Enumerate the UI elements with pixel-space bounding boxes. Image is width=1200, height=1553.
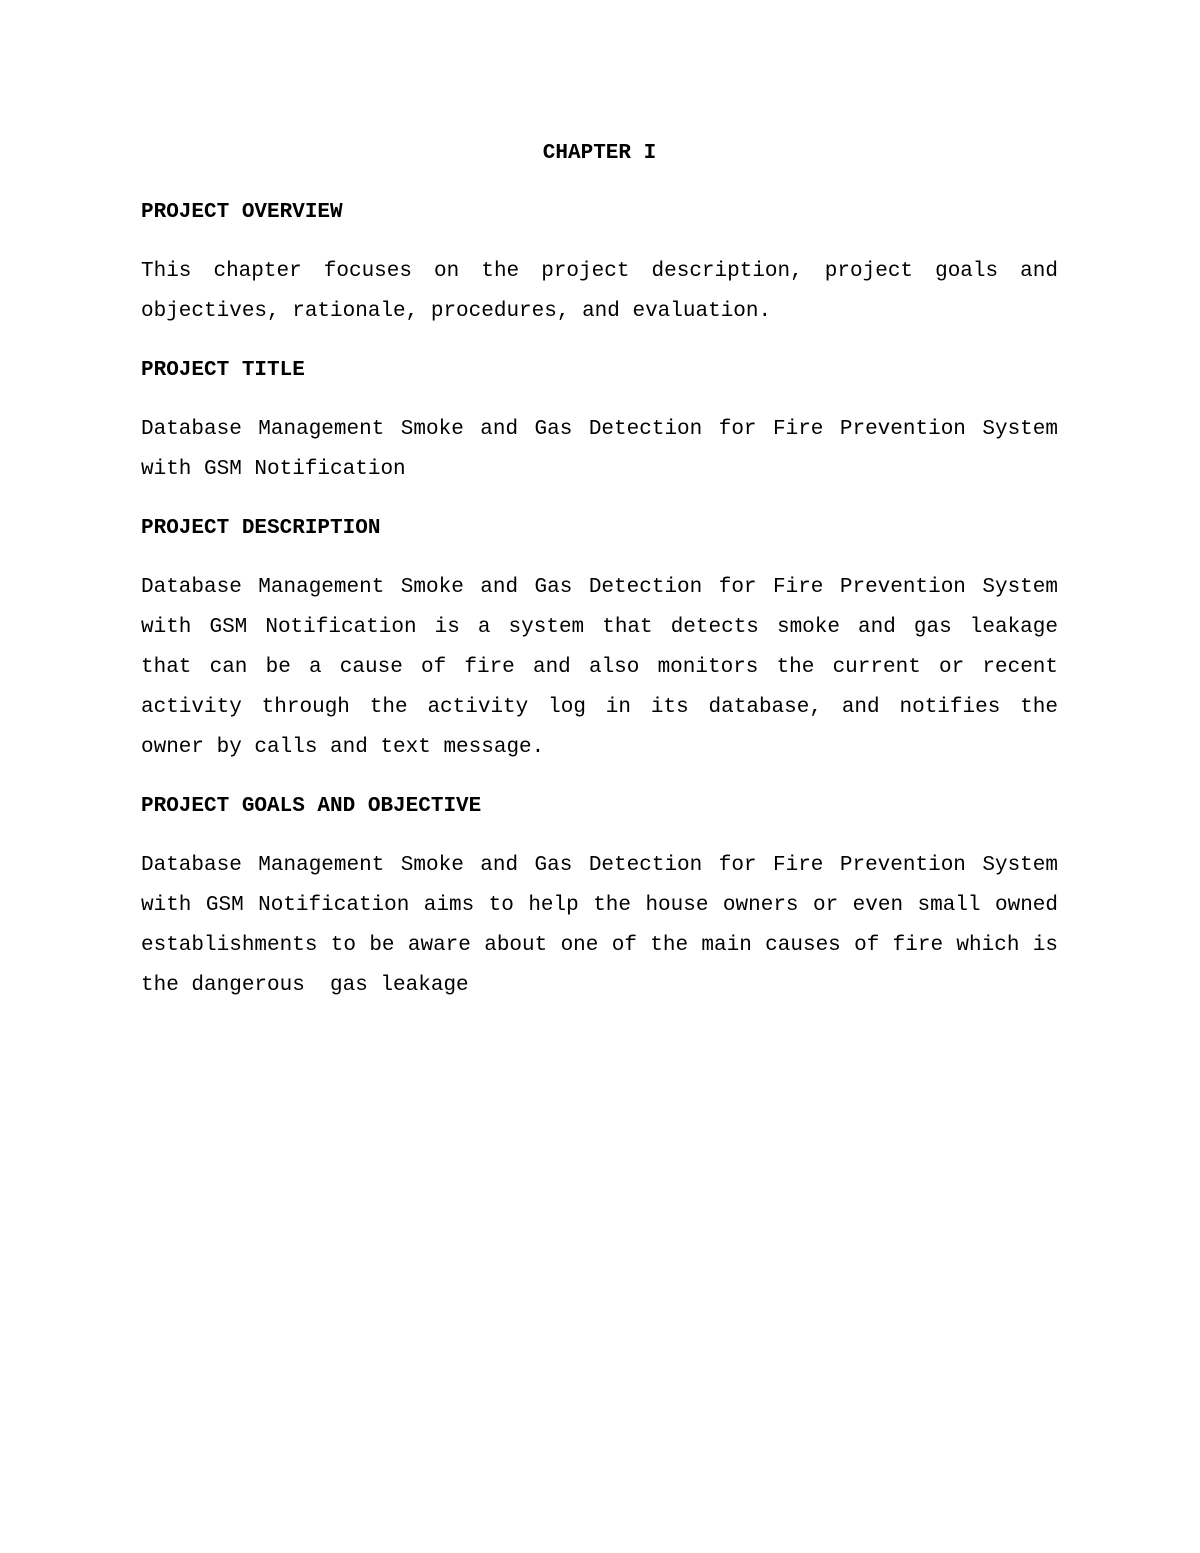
section-heading-project-overview: PROJECT OVERVIEW	[141, 201, 343, 224]
section-body-project-title: Database Management Smoke and Gas Detection for Fire Prevention System with GSM Notification	[141, 418, 1058, 481]
section-heading-project-description: PROJECT DESCRIPTION	[141, 517, 381, 540]
section-heading-project-goals: PROJECT GOALS AND OBJECTIVE	[141, 795, 482, 818]
chapter-title: CHAPTER I	[542, 142, 657, 165]
section-body-project-overview: This chapter focuses on the project description, project goals and objectives, rationale, procedures, and evaluation.	[141, 260, 1058, 323]
section-body-project-description: Database Management Smoke and Gas Detection for Fire Prevention System with GSM Notification is a system that detects smoke and gas leakage that can be a cause of fire and also monitors the current or recent activity through the activity log in its database, and notifies the owner by calls and text message.	[141, 576, 1058, 759]
section-body-project-goals: Database Management Smoke and Gas Detection for Fire Prevention System with GSM Notification aims to help the house owners or even small owned establishments to be aware about one of the main causes of fire which is the dangerous gas leakage	[141, 854, 1071, 997]
section-heading-project-title: PROJECT TITLE	[141, 359, 305, 382]
document-content	[141, 138, 1071, 1029]
